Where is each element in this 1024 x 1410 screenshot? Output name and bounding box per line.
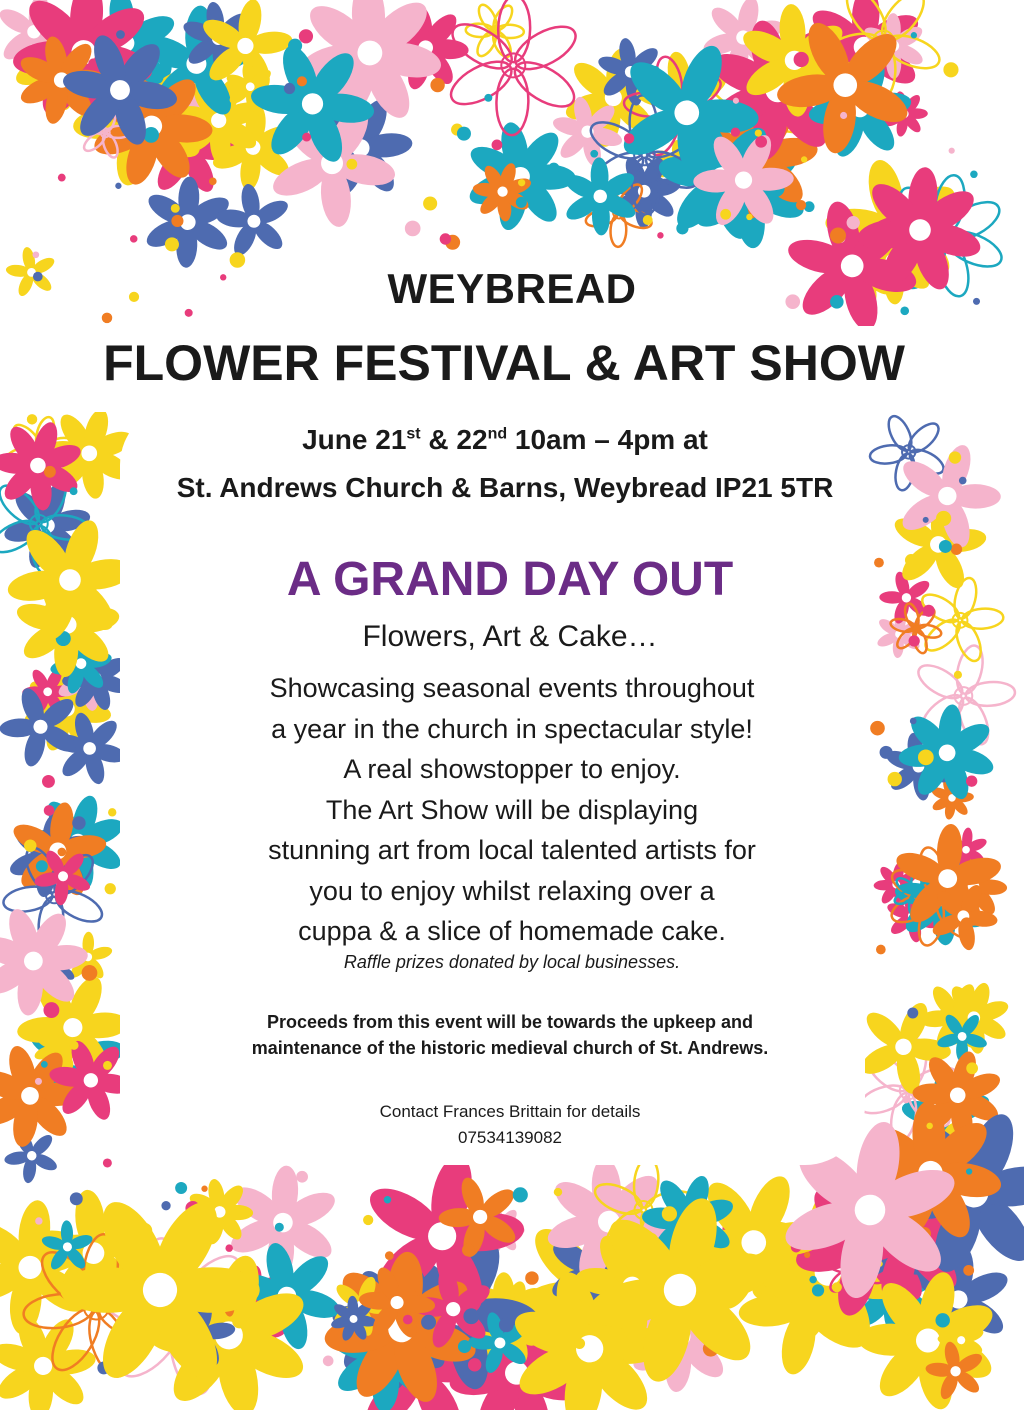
confetti-dot [165,237,179,251]
confetti-dot [499,1317,514,1332]
confetti-dot [830,228,846,244]
confetti-dot [516,197,527,208]
confetti-dot [793,127,801,135]
confetti-dot [403,1315,413,1325]
confetti-dot [346,159,357,170]
confetti-dot [794,52,809,67]
confetti-dot [923,517,929,523]
confetti-dot [804,1252,810,1258]
description-line: you to enjoy whilst relaxing over a [309,875,715,906]
description-line: stunning art from local talented artists for [268,835,756,865]
confetti-dot [840,112,847,119]
confetti-dot [116,30,125,39]
confetti-dot [676,222,688,234]
description-line: Showcasing seasonal events throughout [269,673,755,703]
confetti-dot [548,163,559,174]
contact-info [0,1099,1020,1151]
description-line: cuppa & a slice of homemade cake. [298,916,726,946]
proceeds-note [0,1009,1020,1061]
proceeds-line: Proceeds from this event will be towards the upkeep and [266,1012,754,1032]
confetti-dot [855,1313,866,1324]
confetti-dot [943,62,958,77]
confetti-dot [457,127,471,141]
confetti-dot [130,235,138,243]
confetti-dot [755,129,762,136]
confetti-dot [812,1284,824,1296]
confetti-dot [115,183,121,189]
confetti-dot [405,221,421,237]
confetti-dot [949,148,955,154]
headline: A GRAND DAY OUT [286,553,734,606]
confetti-dot [102,313,113,324]
raffle-note: Raffle prizes donated by local businesses. [343,952,681,972]
confetti-dot [296,1171,308,1183]
confetti-dot [492,139,503,150]
confetti-dot [275,1223,284,1232]
confetti-dot [966,1168,972,1174]
confetti-dot [232,1314,247,1329]
tagline: Flowers, Art & Cake… [362,620,658,653]
confetti-dot [70,1192,83,1205]
confetti-dot [643,215,653,225]
event-date: June 21st & 22nd 10am – 4pm at [302,424,708,455]
confetti-dot [936,511,951,526]
confetti-dot [35,1217,42,1224]
confetti-dot [385,1251,394,1260]
confetti-dot [733,98,739,104]
confetti-dot [103,1158,112,1167]
event-venue: St. Andrews Church & Barns, Weybread IP21 5TR [176,472,834,503]
confetti-dot [421,1315,436,1330]
confetti-dot [571,1299,583,1311]
confetti-dot [574,1338,585,1349]
confetti-dot [440,233,451,244]
confetti-dot [761,1286,773,1298]
confetti-dot [662,1206,677,1221]
confetti-dot [297,76,307,86]
confetti-dot [801,156,807,162]
confetti-dot [832,1282,842,1292]
contact-label: Contact Frances Brittain for details [379,1102,641,1121]
contact-phone[interactable]: 07534139082 [457,1128,562,1147]
confetti-dot [657,232,663,238]
confetti-dot [27,414,37,424]
confetti-dot [225,1244,232,1251]
confetti-dot [966,1062,978,1074]
confetti-dot [624,133,634,143]
confetti-dot [323,1356,334,1367]
confetti-dot [970,171,977,178]
proceeds-line: maintenance of the historic medieval church of St. Andrews. [251,1038,769,1058]
confetti-dot [302,133,311,142]
confetti-dot [430,78,444,92]
confetti-dot [847,216,860,229]
confetti-dot [363,1215,373,1225]
confetti-dot [809,1276,817,1284]
confetti-dot [935,1313,949,1327]
confetti-dot [284,83,295,94]
confetti-dot [384,1196,391,1203]
confetti-dot [458,1340,471,1353]
confetti-dot [651,66,660,75]
confetti-dot [484,94,492,102]
confetti-dot [161,1201,170,1210]
confetti-dot [939,540,952,553]
confetti-dot [755,136,767,148]
confetti-dot [720,209,731,220]
confetti-dot [518,179,525,186]
confetti-dot [462,1244,475,1257]
description-line: A real showstopper to enjoy. [343,754,681,784]
confetti-dot [554,1188,562,1196]
confetti-dot [463,1308,479,1324]
confetti-dot [41,1061,48,1068]
confetti-dot [731,127,740,136]
confetti-dot [423,196,437,210]
description-line: The Art Show will be displaying [325,794,699,825]
confetti-dot [201,1186,207,1192]
event-title: FLOWER FESTIVAL & ART SHOW [103,335,905,391]
confetti-dot [209,178,217,186]
confetti-dot [288,39,302,53]
description [0,668,1024,952]
confetti-dot [171,204,180,213]
confetti-dot [32,251,39,258]
confetti-dot [796,200,806,210]
confetti-dot [299,29,313,43]
confetti-dot [513,1187,528,1202]
confetti-dot [911,32,917,38]
village-name: WEYBREAD [387,265,637,312]
confetti-dot [468,1358,481,1371]
confetti-dot [103,1061,112,1070]
confetti-dot [905,1359,917,1371]
confetti-dot [746,214,752,220]
confetti-dot [171,215,183,227]
confetti-dot [525,1271,538,1284]
confetti-dot [963,1265,974,1276]
confetti-dot [35,1078,42,1085]
confetti-dot [175,1182,187,1194]
confetti-dot [590,150,598,158]
description-line: a year in the church in spectacular style! [271,713,753,744]
confetti-dot [58,174,66,182]
